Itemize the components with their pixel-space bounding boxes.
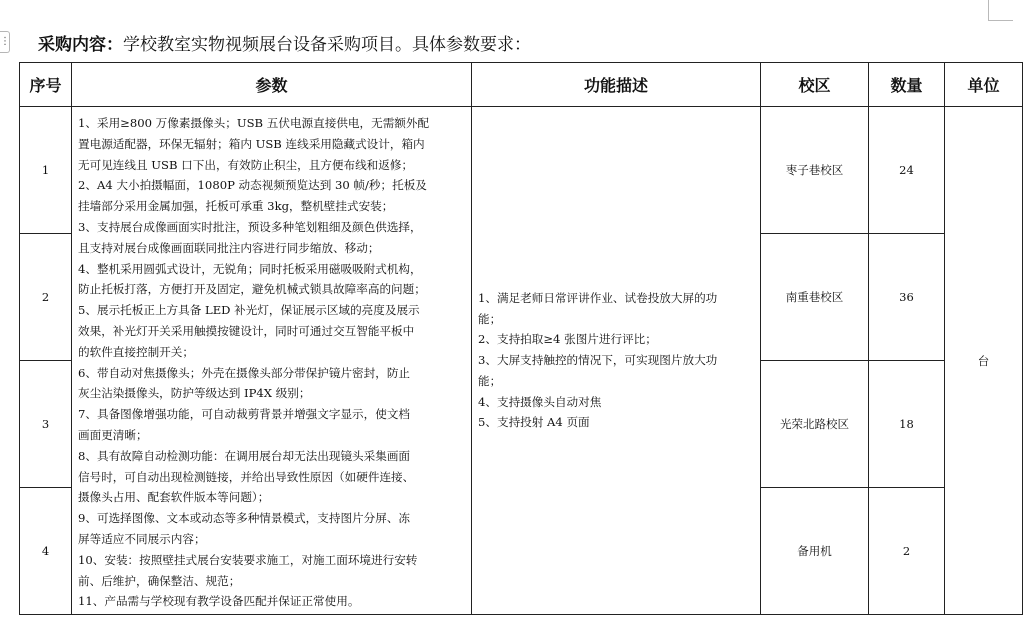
params-line: 8、具有故障自动检测功能：在调用展台却无法出现镜头采集画面 xyxy=(78,448,411,463)
function-line: 1、满足老师日常评讲作业、试卷投放大屏的功 xyxy=(478,290,718,305)
function-cell xyxy=(472,107,761,615)
function-line: 5、支持投射 A4 页面 xyxy=(478,415,590,430)
params-cell xyxy=(72,107,472,615)
params-line: 画面更清晰； xyxy=(78,427,148,442)
campus-cell: 枣子巷校区 xyxy=(761,107,869,234)
row-number: 4 xyxy=(20,488,72,615)
quantity-cell: 36 xyxy=(869,234,945,361)
params-line: 防止托板打落，方便打开及固定，避免机械式锁具故障率高的问题； xyxy=(78,282,426,297)
quantity-cell: 24 xyxy=(869,107,945,234)
page-corner-mark xyxy=(988,0,1013,21)
header-unit: 单位 xyxy=(945,63,1023,107)
params-line: 4、整机采用圆弧式设计，无锐角；同时托板采用磁吸吸附式机构， xyxy=(78,261,422,276)
header-function: 功能描述 xyxy=(472,63,761,107)
function-line: 能； xyxy=(478,311,502,326)
grip-icon: ⋮ xyxy=(0,36,10,47)
params-line: 且支持对展台成像画面联同批注内容进行同步缩放、移动； xyxy=(78,240,380,255)
params-line: 灰尘沾染摄像头，防护等级达到 IP4X 级别； xyxy=(78,386,311,401)
params-line: 效果，补光灯开关采用触摸按键设计，同时可通过交互智能平板中 xyxy=(78,323,415,338)
function-line: 4、支持摄像头自动对焦 xyxy=(478,394,602,409)
params-line: 屏等适应不同展示内容； xyxy=(78,531,206,546)
params-line: 10、安装：按照壁挂式展台安装要求施工，对施工面环境进行安转 xyxy=(78,552,418,567)
header-quantity: 数量 xyxy=(869,63,945,107)
params-line: 3、支持展台成像画面实时批注，预设多种笔划粗细及颜色供选择， xyxy=(78,219,422,234)
params-line: 5、展示托板正上方具备 LED 补光灯，保证展示区域的亮度及展示 xyxy=(78,303,420,318)
campus-cell: 备用机 xyxy=(761,488,869,615)
row-number: 1 xyxy=(20,107,72,234)
row-number: 2 xyxy=(20,234,72,361)
table-header-row xyxy=(20,63,1023,107)
table-row xyxy=(20,107,1023,234)
document-heading xyxy=(38,30,531,55)
params-line: 11、产品需与学校现有教学设备匹配并保证正常使用。 xyxy=(78,594,360,609)
function-line: 能； xyxy=(478,373,502,388)
params-line: 6、带自动对焦摄像头；外壳在摄像头部分带保护镜片密封，防止 xyxy=(78,365,411,380)
campus-cell: 南重巷校区 xyxy=(761,234,869,361)
heading-label: 采购内容： xyxy=(38,35,123,55)
params-line: 挂墙部分采用金属加强，托板可承重 3kg，整机壁挂式安装； xyxy=(78,199,394,214)
params-line: 摄像头占用、配套软件版本等问题）； xyxy=(78,490,270,505)
quantity-cell: 18 xyxy=(869,361,945,488)
function-line: 2、支持拍取≥4 张图片进行评比； xyxy=(478,332,657,347)
quantity-cell: 2 xyxy=(869,488,945,615)
params-line: 7、具备图像增强功能，可自动裁剪背景并增强文字显示，使文档 xyxy=(78,407,411,422)
params-line: 的软件直接控制开关； xyxy=(78,344,194,359)
unit-cell: 台 xyxy=(945,107,1023,615)
params-line: 2、A4 大小拍摄幅面，1080P 动态视频预览达到 30 帧/秒；托板及 xyxy=(78,178,427,193)
campus-cell: 光荣北路校区 xyxy=(761,361,869,488)
table-move-handle[interactable] xyxy=(0,31,10,53)
params-line: 无可见连线且 USB 口下出，有效防止积尘，且方便布线和返修； xyxy=(78,157,414,172)
params-line: 信号时，可自动出现检测链接，并给出导致性原因（如硬件连接、 xyxy=(78,469,415,484)
header-no: 序号 xyxy=(20,63,72,107)
params-line: 1、采用≥800 万像素摄像头；USB 五伏电源直接供电，无需额外配 xyxy=(78,116,430,130)
header-campus: 校区 xyxy=(761,63,869,107)
function-line: 3、大屏支持触控的情况下，可实现图片放大功 xyxy=(478,353,718,368)
heading-text: 学校教室实物视频展台设备采购项目。具体参数要求： xyxy=(123,35,531,55)
row-number: 3 xyxy=(20,361,72,488)
header-params: 参数 xyxy=(72,63,472,107)
params-line: 前、后维护，确保整洁、规范； xyxy=(78,573,241,588)
params-line: 9、可选择图像、文本或动态等多种情景模式，支持图片分屏、冻 xyxy=(78,511,411,526)
procurement-spec-table xyxy=(19,62,1023,615)
params-line: 置电源适配器，环保无辐射；箱内 USB 连线采用隐藏式设计，箱内 xyxy=(78,136,425,151)
